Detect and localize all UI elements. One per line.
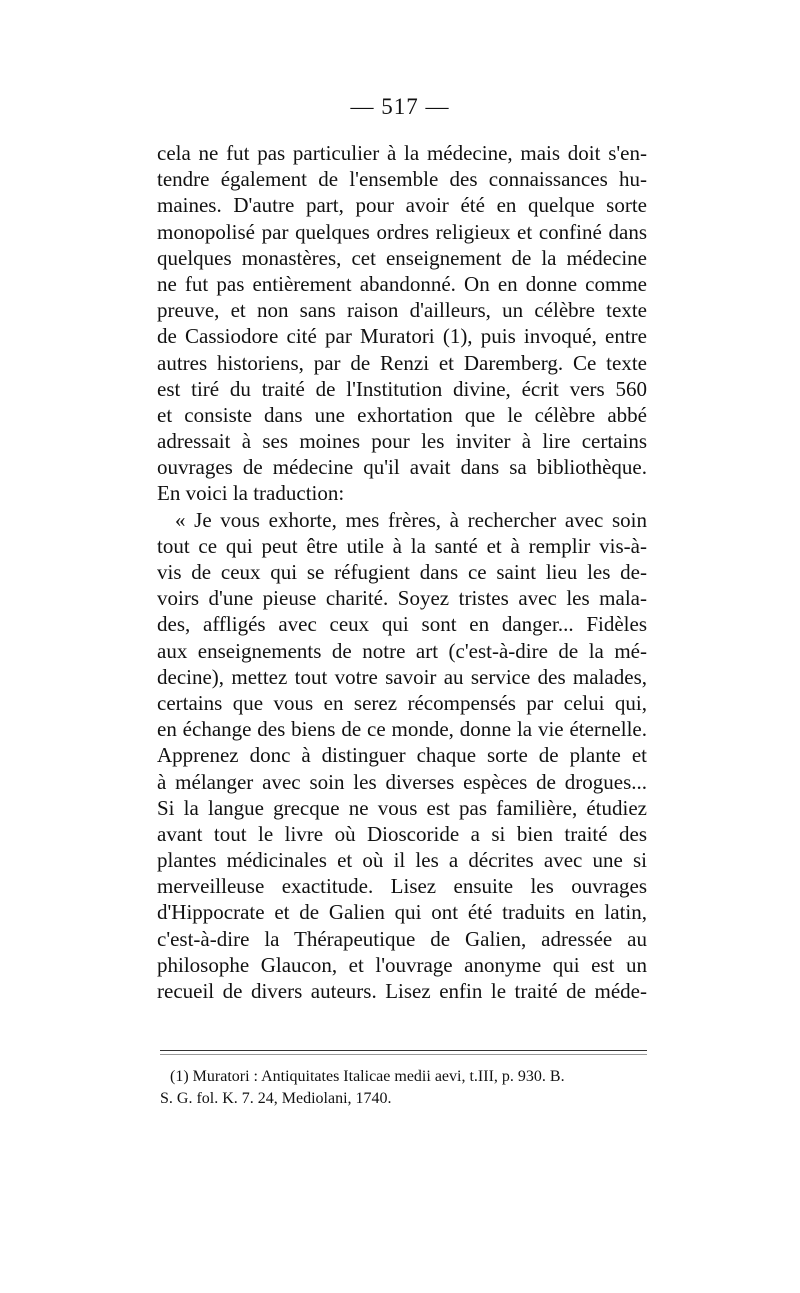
text-line: en échange des biens de ce monde, donne la vie éternelle. [157, 717, 647, 742]
text-line: des, affligés avec ceux qui sont en danger... Fidèles [157, 612, 647, 637]
text-line: vis de ceux qui se réfugient dans ce saint lieu les de- [157, 560, 647, 584]
footnote [160, 1066, 647, 1110]
footnote-line: S. G. fol. K. 7. 24, Mediolani, 1740. [160, 1090, 392, 1107]
text-line: à mélanger avec soin les diverses espèces de drogues... [157, 769, 647, 794]
text-line: autres historiens, par de Renzi et Daremberg. Ce texte [157, 350, 647, 375]
text-line: ne fut pas entièrement abandonné. On en donne comme [157, 271, 647, 296]
text-line: avant tout le livre où Dioscoride a si bien traité des [157, 821, 647, 846]
text-line: aux enseignements de notre art (c'est-à-dire de la mé- [157, 638, 647, 663]
text-line: Si la langue grecque ne vous est pas familière, étudiez [157, 795, 647, 820]
main-text [157, 140, 647, 1004]
footnote-divider [160, 1050, 647, 1051]
text-line: merveilleuse exactitude. Lisez ensuite les ouvrages [157, 874, 647, 899]
text-line: cela ne fut pas particulier à la médecine, mais doit s'en- [157, 141, 647, 165]
footnote-line: (1) Muratori : Antiquitates Italicae medii aevi, t.III, p. 930. B. [170, 1068, 565, 1085]
text-line: maines. D'autre part, pour avoir été en quelque sorte [157, 193, 647, 218]
footnote-divider-secondary [160, 1054, 647, 1055]
text-line: quelques monastères, cet enseignement de la médecine [157, 245, 647, 270]
text-line: monopolisé par quelques ordres religieux et confiné dans [157, 219, 647, 244]
text-line: recueil de divers auteurs. Lisez enfin le traité de méde- [157, 979, 647, 1003]
text-line: c'est-à-dire la Thérapeutique de Galien, adressée au [157, 926, 647, 951]
text-line: plantes médicinales et où il les a décrites avec une si [157, 848, 647, 873]
text-line: de Cassiodore cité par Muratori (1), puis invoqué, entre [157, 324, 647, 349]
text-line: « Je vous exhorte, mes frères, à rechercher avec soin [175, 507, 647, 532]
text-line: Apprenez donc à distinguer chaque sorte de plante et [157, 743, 647, 768]
text-line: et consiste dans une exhortation que le célèbre abbé [157, 402, 647, 427]
text-line: est tiré du traité de l'Institution divine, écrit vers 560 [157, 376, 647, 401]
page-number: — 517 — [350, 94, 450, 119]
text-line: d'Hippocrate et de Galien qui ont été traduits en latin, [157, 900, 647, 925]
text-line: ouvrages de médecine qu'il avait dans sa bibliothèque. [157, 455, 647, 480]
text-line: decine), mettez tout votre savoir au service des malades, [157, 664, 647, 689]
text-line: philosophe Glaucon, et l'ouvrage anonyme qui est un [157, 952, 647, 977]
text-line: voirs d'une pieuse charité. Soyez tristes avec les mala- [157, 586, 647, 611]
text-line: certains que vous en serez récompensés par celui qui, [157, 690, 647, 715]
text-line: tendre également de l'ensemble des connaissances hu- [157, 167, 647, 192]
text-line: preuve, et non sans raison d'ailleurs, un célèbre texte [157, 298, 647, 323]
text-line: adressait à ses moines pour les inviter à lire certains [157, 429, 647, 454]
text-line: tout ce qui peut être utile à la santé et à remplir vis-à- [157, 533, 647, 558]
text-line: En voici la traduction: [157, 481, 345, 506]
